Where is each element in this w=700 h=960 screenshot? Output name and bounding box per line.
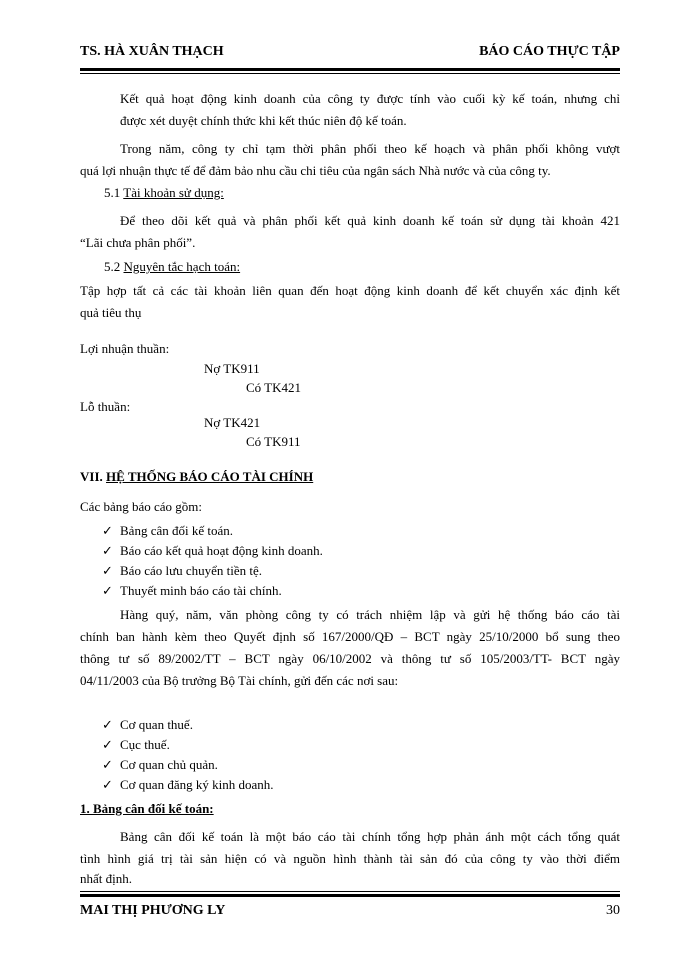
header-rule-thin <box>80 73 620 74</box>
paragraph-line: Hàng quý, năm, văn phòng công ty có trách nhiệm lập và gửi hệ thống báo cáo tài <box>120 607 620 622</box>
list-item: ✓ Bảng cân đối kế toán. <box>102 520 642 542</box>
list-item: ✓ Cơ quan thuế. <box>102 714 642 736</box>
footer-author: MAI THỊ PHƯƠNG LY <box>80 903 226 918</box>
paragraph-line: tình hình giá trị tài sản hiện có và nguồn hình thành tài sản đó của công ty vào thời điểm <box>80 851 620 866</box>
list-item: ✓ Cơ quan đăng ký kinh doanh. <box>102 774 642 796</box>
paragraph-line: thông tư số 89/2002/TT – BCT ngày 06/10/2002 và thông tư số 105/2003/TT- BCT ngày <box>80 651 620 666</box>
section-heading-vii <box>80 466 620 488</box>
footer-rule-thin <box>80 891 620 892</box>
paragraph-line: nhất định. <box>80 871 132 886</box>
paragraph-line: “Lãi chưa phân phối”. <box>80 235 196 250</box>
section-title: Nguyên tắc hạch toán: <box>123 259 241 274</box>
profit-credit: Có TK421 <box>246 380 302 395</box>
checkmark-icon: ✓ <box>102 583 113 598</box>
loss-label: Lỗ thuần: <box>80 399 131 414</box>
checkmark-icon: ✓ <box>102 543 113 558</box>
paragraph-line: quả tiêu thụ <box>80 305 142 320</box>
list-item: ✓ Cục thuế. <box>102 734 642 756</box>
footer-rule-thick <box>80 894 620 897</box>
paragraph-line: Tập hợp tất cả các tài khoản liên quan đến hoạt động kinh doanh để kết chuyển xác định kết <box>80 283 620 298</box>
paragraph-line: chính ban hành kèm theo Quyết định số 167/2000/QĐ – BCT ngày 25/10/2000 bổ sung theo <box>80 629 620 644</box>
paragraph-line: Trong năm, công ty chỉ tạm thời phân phối theo kế hoạch và phân phối không vượt <box>120 141 620 156</box>
checkmark-icon: ✓ <box>102 757 113 772</box>
header-left: TS. HÀ XUÂN THẠCH <box>80 44 224 59</box>
loss-credit: Có TK911 <box>246 434 301 449</box>
section-number: VII. <box>80 469 107 484</box>
paragraph-line: 04/11/2003 của Bộ trưởng Bộ Tài chính, gửi đến các nơi sau: <box>80 673 399 688</box>
profit-debit: Nợ TK911 <box>204 361 260 376</box>
paragraph-line: Để theo dõi kết quả và phân phối kết quả kinh doanh kế toán sử dụng tài khoản 421 <box>120 213 620 228</box>
reports-intro: Các bảng báo cáo gồm: <box>80 499 203 514</box>
section-heading-1: 1. Bảng cân đối kế toán: <box>80 801 214 816</box>
paragraph-line: quá lợi nhuận thực tế để đảm bảo nhu cầu chi tiêu của ngân sách Nhà nước và của công ty. <box>80 163 551 178</box>
checkmark-icon: ✓ <box>102 523 113 538</box>
page-number: 30 <box>606 903 620 918</box>
checkmark-icon: ✓ <box>102 563 113 578</box>
list-item: ✓ Báo cáo lưu chuyển tiền tệ. <box>102 560 642 582</box>
list-item: ✓ Báo cáo kết quả hoạt động kinh doanh. <box>102 540 642 562</box>
section-title: HỆ THỐNG BÁO CÁO TÀI CHÍNH <box>106 469 314 484</box>
checkmark-icon: ✓ <box>102 737 113 752</box>
section-title: Tài khoản sử dụng: <box>123 185 224 200</box>
section-heading-5-2 <box>104 256 644 278</box>
section-number: 5.2 <box>104 259 124 274</box>
list-item: ✓ Thuyết minh báo cáo tài chính. <box>102 580 642 602</box>
checkmark-icon: ✓ <box>102 777 113 792</box>
section-heading-5-1 <box>104 182 644 204</box>
list-item: ✓ Cơ quan chủ quản. <box>102 754 642 776</box>
checkmark-icon: ✓ <box>102 717 113 732</box>
profit-label: Lợi nhuận thuần: <box>80 341 170 356</box>
header-right: BÁO CÁO THỰC TẬP <box>479 44 620 59</box>
header-rule-thick <box>80 68 620 71</box>
paragraph-line: được xét duyệt chính thức khi kết thúc niên độ kế toán. <box>120 113 407 128</box>
page-footer <box>80 903 620 919</box>
paragraph-line: Bảng cân đối kế toán là một báo cáo tài chính tổng hợp phản ánh một cách tổng quát <box>120 829 620 844</box>
loss-debit: Nợ TK421 <box>204 415 261 430</box>
paragraph-line: Kết quả hoạt động kinh doanh của công ty được tính vào cuối kỳ kế toán, nhưng chỉ <box>120 91 620 106</box>
section-number: 5.1 <box>104 185 124 200</box>
page-header <box>80 44 620 66</box>
